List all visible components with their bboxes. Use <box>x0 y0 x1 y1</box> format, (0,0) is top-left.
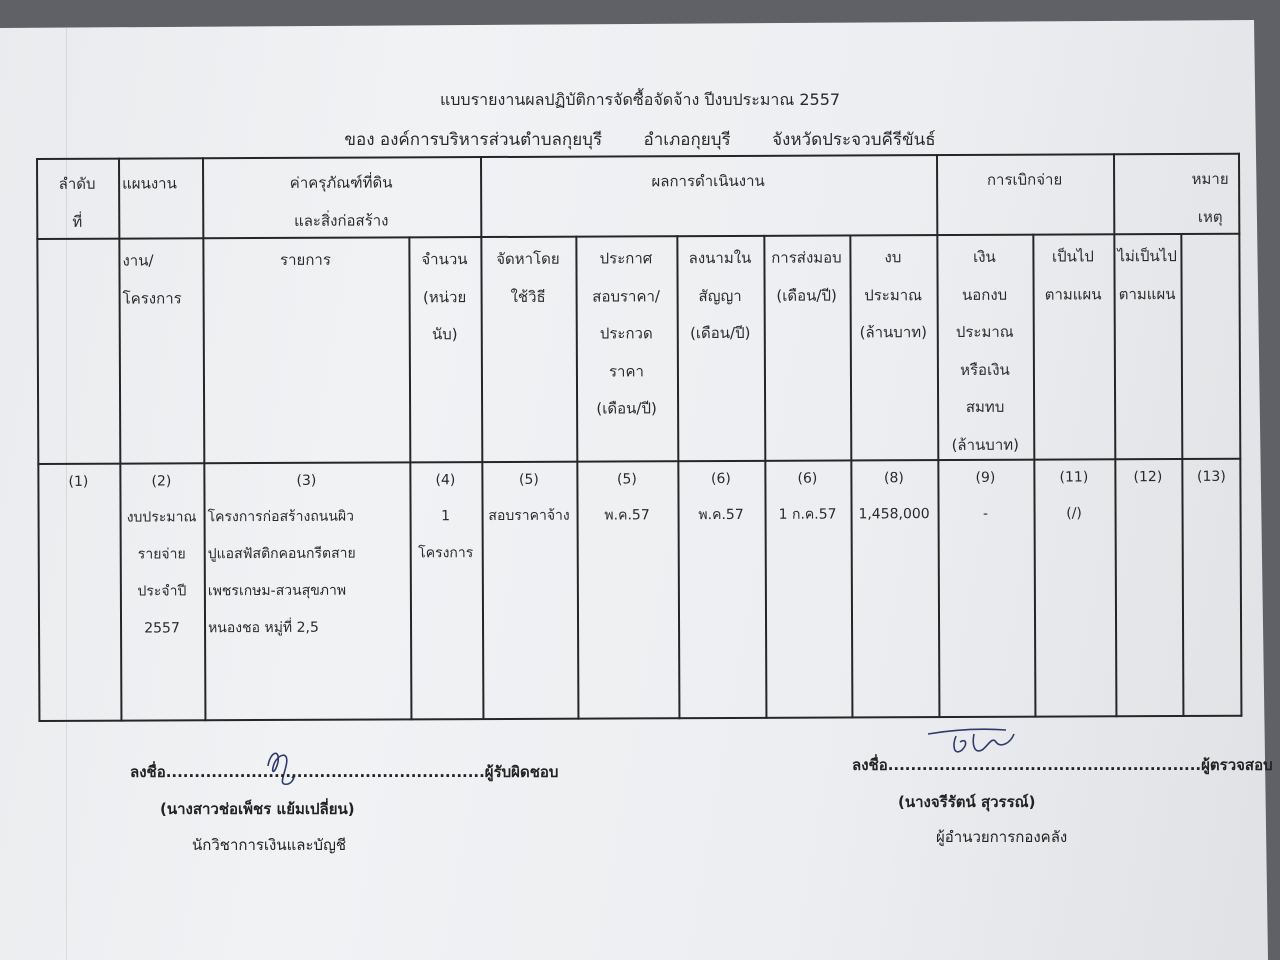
subheader-budget-line: ประมาณ <box>864 285 923 304</box>
procurement-table <box>36 153 1242 720</box>
header-durable-line: ค่าครุภัณฑ์ที่ดิน <box>289 173 393 192</box>
row-method <box>485 498 572 535</box>
column-number: (4) <box>435 472 456 489</box>
subheader-contract-line: สัญญา <box>698 286 742 305</box>
column-number: (13) <box>1196 468 1226 485</box>
header-remark <box>1184 161 1236 236</box>
subtitle-province: จังหวัดประจวบคีรีขันธ์ <box>772 130 936 150</box>
header-durable <box>206 164 476 240</box>
row-on-plan-line: (/) <box>1066 505 1082 522</box>
subheader-offbudget <box>940 239 1029 464</box>
subheader-method-line: ใช้วิธี <box>510 287 546 306</box>
subtitle-district: อำเภอกุยบุรี <box>643 130 731 150</box>
row-quantity-line: 1 <box>441 508 451 525</box>
signature-right-line: ลงชื่อ.......................................................ผู้ตรวจสอบ <box>852 756 1273 774</box>
subheader-offbudget-line: หรือเงิน <box>960 360 1010 379</box>
row-delivery-line: 1 ก.ค.57 <box>778 506 837 523</box>
subheader-off-plan-line: ตามแผน <box>1118 284 1176 303</box>
subheader-budget-line: (ล้านบาท) <box>859 323 928 342</box>
header-disbursement-line: การเบิกจ่าย <box>986 170 1063 189</box>
report-title: แบบรายงานผลปฏิบัติการจัดซื้อจัดจ้าง ปีงบประมาณ 2557 <box>439 90 841 109</box>
row-quantity-line: โครงการ <box>418 545 474 562</box>
subtitle-organization: ของ องค์การบริหารส่วนตำบลกุยบุรี <box>344 130 603 150</box>
row-item-line: เพชรเกษม-สวนสุขภาพ <box>207 582 347 600</box>
subheader-budget-line: งบ <box>884 248 902 267</box>
subheader-announce-line: ประกวด <box>599 324 653 343</box>
row-method-line: สอบราคาจ้าง <box>488 507 570 525</box>
subheader-offbudget-line: นอกงบ <box>961 285 1008 304</box>
subheader-off-plan-line: ไม่เป็นไป <box>1117 247 1177 266</box>
header-disbursement <box>940 161 1109 199</box>
column-number: (6) <box>710 470 731 488</box>
header-plan <box>122 165 198 203</box>
header-performance <box>484 162 932 201</box>
subheader-delivery-line: (เดือน/ปี) <box>776 286 837 305</box>
header-remark-line: หมาย <box>1191 169 1229 188</box>
subheader-on-plan-line: เป็นไป <box>1051 247 1094 266</box>
row-contract <box>681 497 760 534</box>
row-offbudget-line: - <box>982 505 989 522</box>
subheader-offbudget-line: (ล้านบาท) <box>951 435 1020 454</box>
column-number: (5) <box>616 471 637 488</box>
subheader-announce-line: สอบราคา/ <box>592 286 660 306</box>
subheader-on-plan-line: ตามแผน <box>1044 284 1102 304</box>
row-offbudget <box>941 496 1029 533</box>
row-budget <box>854 496 933 533</box>
subheader-delivery-line: การส่งมอบ <box>771 248 842 267</box>
header-remark-line: เหตุ <box>1197 207 1223 226</box>
column-number: (8) <box>883 470 904 487</box>
header-seq-line: ลำดับ <box>58 174 96 193</box>
subheader-method-line: จัดหาโดย <box>496 249 560 268</box>
subheader-offbudget-line: สมทบ <box>965 397 1005 416</box>
subheader-quantity-line: (หน่วย <box>422 287 467 306</box>
subheader-announce-line: (เดือน/ปี) <box>596 399 657 418</box>
header-plan-line: แผนงาน <box>122 174 177 193</box>
subheader-announce-line: ราคา <box>608 361 644 381</box>
subheader-quantity-line: นับ) <box>431 325 458 344</box>
row-item-line: หนองชอ หมู่ที่ 2,5 <box>208 619 319 637</box>
subheader-item <box>206 241 404 279</box>
header-seq-line: ที่ <box>72 212 83 231</box>
subheader-quantity <box>412 241 476 354</box>
header-durable-line: และสิ่งก่อสร้าง <box>294 210 389 230</box>
column-number: (1) <box>68 473 89 490</box>
subheader-project-line: งาน/ <box>122 251 154 270</box>
subheader-off-plan <box>1117 238 1176 313</box>
header-performance-line: ผลการดำเนินงาน <box>651 171 765 191</box>
subheader-contract-line: ลงนามใน <box>688 248 752 268</box>
row-item <box>207 498 406 647</box>
subheader-on-plan <box>1036 238 1109 313</box>
signature-left-position: นักวิชาการเงินและบัญชี <box>192 836 347 854</box>
column-number: (9) <box>975 469 996 486</box>
subheader-contract-line: (เดือน/ปี) <box>690 323 751 343</box>
row-contract-line: พ.ค.57 <box>698 506 744 524</box>
report-subtitle <box>0 126 1280 153</box>
subheader-offbudget-line: เงิน <box>973 247 996 266</box>
row-quantity <box>413 498 477 572</box>
row-announce-line: พ.ค.57 <box>604 507 650 524</box>
row-plan-line: งบประมาณ <box>126 509 197 526</box>
row-plan-line: 2557 <box>144 620 180 637</box>
column-number: (2) <box>151 473 172 490</box>
subheader-delivery <box>767 239 845 314</box>
subheader-announce-line: ประกาศ <box>599 249 653 268</box>
row-on-plan <box>1037 495 1110 532</box>
row-plan-line: ประจำปี <box>137 583 187 600</box>
header-seq <box>40 166 114 241</box>
row-item-line: โครงการก่อสร้างถนนผิว <box>207 508 355 526</box>
row-plan <box>123 499 200 647</box>
column-number: (6) <box>797 470 818 487</box>
subheader-item-line: รายการ <box>279 250 331 269</box>
subheader-method <box>484 241 571 316</box>
subheader-project-line: โครงการ <box>122 288 182 308</box>
signature-left-line: ลงชื่อ........................................................ผู้รับผิดชอบ <box>130 763 559 781</box>
signature-left-name: (นางสาวช่อเพ็ชร แย้มเปลี่ยน) <box>160 800 355 818</box>
subheader-announce <box>579 240 673 428</box>
column-number: (3) <box>296 472 317 489</box>
column-number: (5) <box>518 471 539 488</box>
signature-right-position: ผู้อำนวยการกองคลัง <box>936 828 1068 846</box>
column-number: (12) <box>1133 469 1163 486</box>
row-announce <box>580 497 673 534</box>
column-number: (11) <box>1059 469 1089 486</box>
row-item-line: ปูแอสฟัสติกคอนกรีตสาย <box>207 545 356 563</box>
subheader-offbudget-line: ประมาณ <box>955 322 1014 341</box>
row-delivery <box>768 496 846 533</box>
subheader-budget <box>853 239 932 352</box>
subheader-contract <box>680 240 759 353</box>
row-budget-line: 1,458,000 <box>858 506 930 523</box>
signature-right-name: (นางจรีรัตน์ สุวรรณ์) <box>898 793 1036 811</box>
row-plan-line: รายจ่าย <box>137 546 186 563</box>
subheader-quantity-line: จำนวน <box>421 250 468 269</box>
subheader-project <box>122 242 198 317</box>
